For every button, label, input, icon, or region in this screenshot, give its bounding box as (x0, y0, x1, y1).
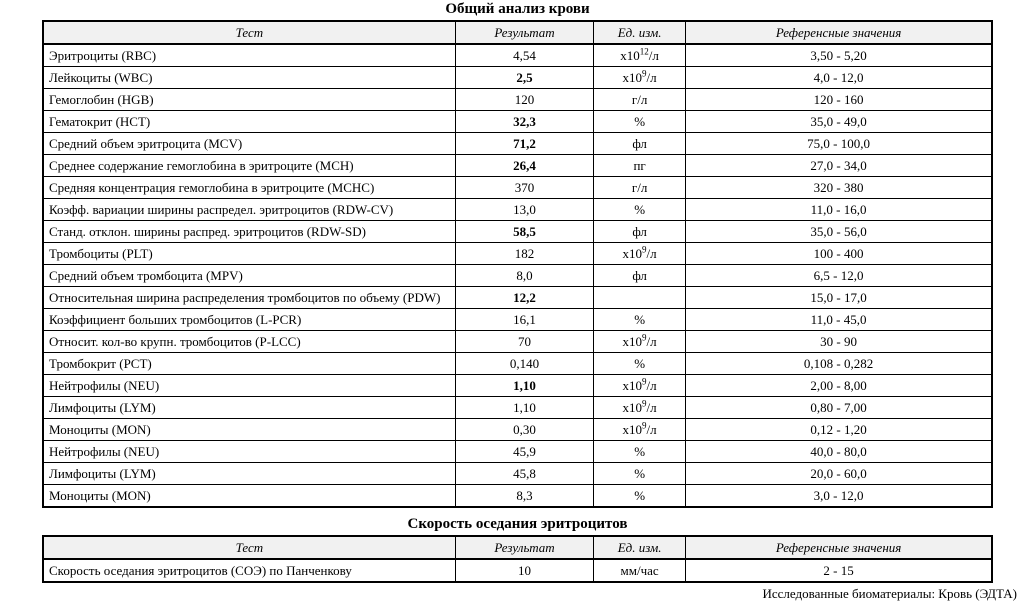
unit-cell: $х10^9/л$ (594, 419, 686, 441)
result-cell: 10 (455, 559, 593, 582)
reference-range-cell: 2,00 - 8,00 (686, 375, 992, 397)
test-name-cell: Станд. отклон. ширины распред. эритроцитов (RDW-SD) (43, 221, 455, 243)
reference-range-cell: 3,50 - 5,20 (686, 44, 992, 67)
reference-range-cell: 15,0 - 17,0 (686, 287, 992, 309)
unit-cell: % (594, 353, 686, 375)
cbc-table-header (43, 21, 992, 44)
reference-range-cell: 11,0 - 16,0 (686, 199, 992, 221)
result-cell: 32,3 (455, 111, 593, 133)
unit-cell: % (594, 485, 686, 508)
result-cell: 70 (455, 331, 593, 353)
table-row (43, 375, 992, 397)
biomaterials-note: Исследованные биоматериалы: Кровь (ЭДТА) (762, 586, 1017, 601)
column-header-unit: Ед. изм. (594, 536, 686, 559)
result-cell: 1,10 (455, 375, 593, 397)
unit-cell: % (594, 309, 686, 331)
reference-range-cell: 20,0 - 60,0 (686, 463, 992, 485)
reference-range-cell: 0,80 - 7,00 (686, 397, 992, 419)
unit-cell: мм/час (594, 559, 686, 582)
test-name-cell: Относит. кол-во крупн. тромбоцитов (P-LCC) (43, 331, 455, 353)
header-row (43, 21, 992, 44)
header-row (43, 536, 992, 559)
result-cell: 182 (455, 243, 593, 265)
table-row (43, 353, 992, 375)
reference-range-cell: 0,12 - 1,20 (686, 419, 992, 441)
unit-cell: % (594, 463, 686, 485)
reference-range-cell: 4,0 - 12,0 (686, 67, 992, 89)
table-row (43, 331, 992, 353)
test-name-cell: Коэффициент больших тромбоцитов (L-PCR) (43, 309, 455, 331)
unit-cell: пг (594, 155, 686, 177)
table-row (43, 177, 992, 199)
table-row (43, 419, 992, 441)
result-cell: 4,54 (455, 44, 593, 67)
test-name-cell: Скорость оседания эритроцитов (СОЭ) по Панченкову (43, 559, 455, 582)
column-header-reference: Референсные значения (686, 536, 992, 559)
table-row (43, 485, 992, 508)
unit-cell: $х10^{12}/л$ (594, 44, 686, 67)
column-header-reference: Референсные значения (686, 21, 992, 44)
reference-range-cell: 30 - 90 (686, 331, 992, 353)
test-name-cell: Гематокрит (HCT) (43, 111, 455, 133)
result-cell: 0,140 (455, 353, 593, 375)
table-row (43, 111, 992, 133)
test-name-cell: Гемоглобин (HGB) (43, 89, 455, 111)
column-header-result: Результат (455, 536, 593, 559)
table-row (43, 221, 992, 243)
table-row (43, 287, 992, 309)
reference-range-cell: 120 - 160 (686, 89, 992, 111)
result-cell: 370 (455, 177, 593, 199)
test-name-cell: Эритроциты (RBC) (43, 44, 455, 67)
unit-cell: фл (594, 265, 686, 287)
result-cell: 0,30 (455, 419, 593, 441)
result-cell: 58,5 (455, 221, 593, 243)
result-cell: 120 (455, 89, 593, 111)
result-cell: 1,10 (455, 397, 593, 419)
table-row (43, 89, 992, 111)
test-name-cell: Лимфоциты (LYM) (43, 463, 455, 485)
unit-cell: % (594, 111, 686, 133)
esr-table (42, 535, 993, 583)
test-name-cell: Средняя концентрация гемоглобина в эритроците (MCHC) (43, 177, 455, 199)
table-row (43, 44, 992, 67)
reference-range-cell: 75,0 - 100,0 (686, 133, 992, 155)
reference-range-cell: 320 - 380 (686, 177, 992, 199)
reference-range-cell: 6,5 - 12,0 (686, 265, 992, 287)
unit-cell: $х10^9/л$ (594, 243, 686, 265)
result-cell: 2,5 (455, 67, 593, 89)
test-name-cell: Нейтрофилы (NEU) (43, 375, 455, 397)
esr-table-body (43, 559, 992, 582)
table-row (43, 559, 992, 582)
reference-range-cell: 2 - 15 (686, 559, 992, 582)
reference-range-cell: 11,0 - 45,0 (686, 309, 992, 331)
unit-cell: % (594, 441, 686, 463)
esr-table-header (43, 536, 992, 559)
unit-cell: фл (594, 133, 686, 155)
unit-cell: $х10^9/л$ (594, 375, 686, 397)
reference-range-cell: 0,108 - 0,282 (686, 353, 992, 375)
reference-range-cell: 100 - 400 (686, 243, 992, 265)
table-row (43, 463, 992, 485)
test-name-cell: Коэфф. вариации ширины распредел. эритроцитов (RDW-CV) (43, 199, 455, 221)
column-header-test: Тест (43, 536, 455, 559)
reference-range-cell: 3,0 - 12,0 (686, 485, 992, 508)
table-row (43, 155, 992, 177)
table-row (43, 309, 992, 331)
unit-cell: $х10^9/л$ (594, 67, 686, 89)
table-row (43, 397, 992, 419)
esr-section-title: Скорость оседания эритроцитов (407, 516, 628, 532)
result-cell: 45,9 (455, 441, 593, 463)
reference-range-cell: 35,0 - 56,0 (686, 221, 992, 243)
unit-cell: г/л (594, 177, 686, 199)
table-row (43, 243, 992, 265)
result-cell: 8,3 (455, 485, 593, 508)
result-cell: 71,2 (455, 133, 593, 155)
test-name-cell: Лейкоциты (WBC) (43, 67, 455, 89)
test-name-cell: Среднее содержание гемоглобина в эритроците (MCH) (43, 155, 455, 177)
cbc-table-body (43, 44, 992, 507)
lab-report-page (42, 0, 1017, 602)
table-row (43, 67, 992, 89)
test-name-cell: Относительная ширина распределения тромбоцитов по объему (PDW) (43, 287, 455, 309)
unit-cell: фл (594, 221, 686, 243)
column-header-result: Результат (455, 21, 593, 44)
cbc-section-title: Общий анализ крови (445, 1, 590, 17)
test-name-cell: Моноциты (MON) (43, 419, 455, 441)
result-cell: 8,0 (455, 265, 593, 287)
test-name-cell: Тромбокрит (PCT) (43, 353, 455, 375)
unit-cell: $х10^9/л$ (594, 397, 686, 419)
table-row (43, 265, 992, 287)
reference-range-cell: 35,0 - 49,0 (686, 111, 992, 133)
test-name-cell: Тромбоциты (PLT) (43, 243, 455, 265)
reference-range-cell: 40,0 - 80,0 (686, 441, 992, 463)
unit-cell: % (594, 199, 686, 221)
test-name-cell: Моноциты (MON) (43, 485, 455, 508)
result-cell: 12,2 (455, 287, 593, 309)
unit-cell: $х10^9/л$ (594, 331, 686, 353)
cbc-table (42, 20, 993, 508)
column-header-unit: Ед. изм. (594, 21, 686, 44)
table-row (43, 133, 992, 155)
test-name-cell: Лимфоциты (LYM) (43, 397, 455, 419)
test-name-cell: Средний объем тромбоцита (MPV) (43, 265, 455, 287)
test-name-cell: Средний объем эритроцита (MCV) (43, 133, 455, 155)
column-header-test: Тест (43, 21, 455, 44)
result-cell: 45,8 (455, 463, 593, 485)
test-name-cell: Нейтрофилы (NEU) (43, 441, 455, 463)
reference-range-cell: 27,0 - 34,0 (686, 155, 992, 177)
unit-cell: г/л (594, 89, 686, 111)
result-cell: 26,4 (455, 155, 593, 177)
result-cell: 16,1 (455, 309, 593, 331)
result-cell: 13,0 (455, 199, 593, 221)
unit-cell (594, 287, 686, 309)
table-row (43, 441, 992, 463)
table-row (43, 199, 992, 221)
